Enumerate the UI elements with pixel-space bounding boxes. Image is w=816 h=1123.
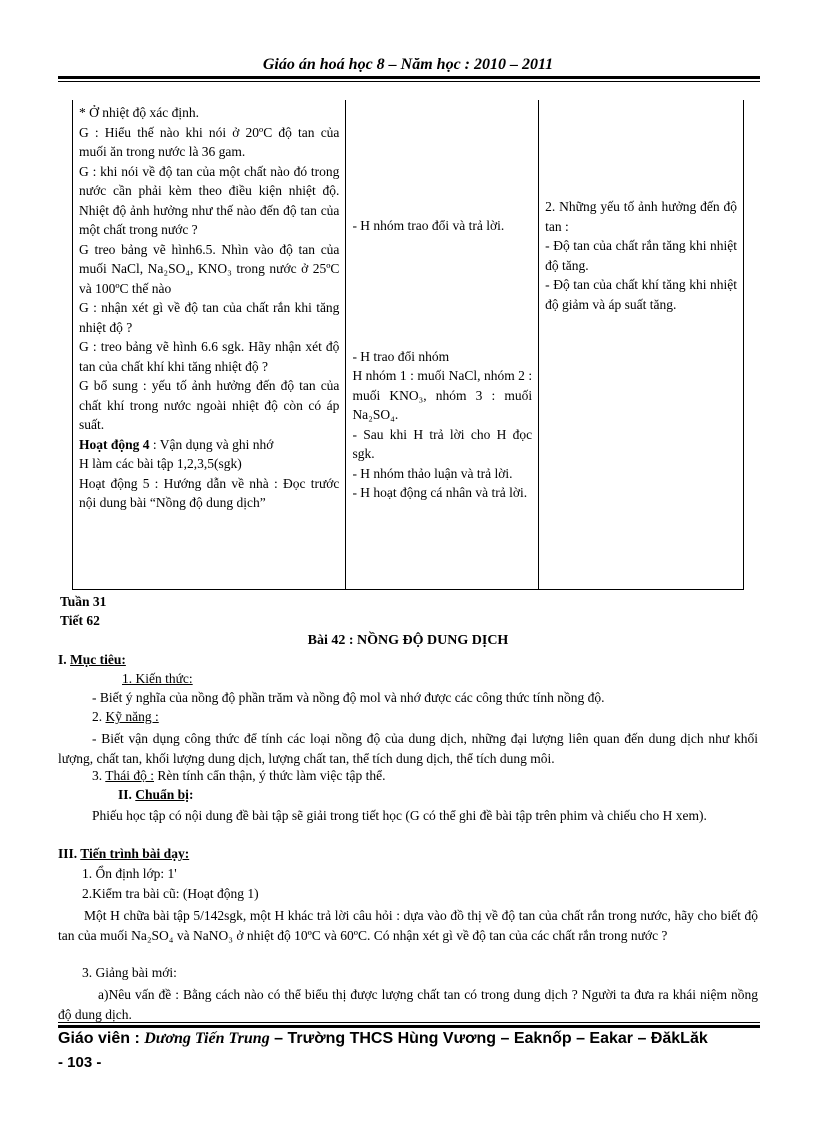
lesson-title: Bài 42 : NỒNG ĐỘ DUNG DỊCH <box>307 633 509 648</box>
section-label: Kỹ năng : <box>105 709 159 724</box>
table-text: G : treo bảng vẽ hình 6.6 sgk. Hãy nhận xét độ tan của chất khí khi tăng nhiệt độ ? <box>79 339 340 374</box>
teacher-name: Dương Tiến Trung <box>144 1030 270 1047</box>
student-activity-column <box>346 100 539 590</box>
section-label: Chuẩn bị <box>135 787 189 802</box>
section-label: Thái độ : <box>105 768 155 783</box>
page-footer <box>58 1030 708 1048</box>
week-label: Tuần 31 <box>60 594 107 609</box>
attitude-line <box>92 768 386 784</box>
table-text: - Sau khi H trả lời cho H đọc sgk. <box>352 426 533 461</box>
attitude-text: Rèn tính cẩn thận, ý thức làm việc tập thể. <box>154 768 386 783</box>
table-text: - Độ tan của chất rắn tăng khi nhiệt độ tăng. <box>545 238 737 273</box>
table-text: - Độ tan của chất khí tăng khi nhiệt độ giảm và áp suất tăng. <box>545 277 737 312</box>
skills-text: - Biết vận dụng công thức để tính các loại nồng độ của dung dịch, những đại lượng liên quan đến dung dịch như khối lượng, chất tan, khối lượng dung dịch, lượng chất tan, thể tích dung dịch, thể tích dung môi. <box>58 731 758 766</box>
table-text: - H trao đổi nhóm <box>352 348 450 364</box>
activity-4-label: Hoạt động 4 <box>79 436 150 452</box>
table-text: H làm các bài tập 1,2,3,5(sgk) <box>79 456 242 471</box>
table-text: H nhóm 1 : muối NaCl, nhóm 2 : muối KNO₃, nhóm 3 : muối Na₂SO₄. <box>352 368 533 422</box>
table-text: 2. Những yếu tố ảnh hưởng đến độ tan : <box>545 199 737 234</box>
table-text: - H hoạt động cá nhân và trả lời. <box>352 485 528 500</box>
header-rule-thick <box>58 76 760 79</box>
activity-4-heading <box>79 435 339 455</box>
spacer <box>545 103 737 197</box>
skills-heading <box>92 709 159 725</box>
page-header-title: Giáo án hoá học 8 – Năm học : 2010 – 2011 <box>262 56 554 73</box>
section-label: Tiến trình bài dạy: <box>80 846 190 861</box>
section-number: III. <box>58 846 81 861</box>
lesson-activity-table <box>72 100 744 590</box>
knowledge-text: - Biết ý nghĩa của nồng độ phần trăm và nồng độ mol và nhớ được các công thức tính nồng độ. <box>92 690 605 705</box>
step-2: 2.Kiểm tra bài cũ: (Hoạt động 1) <box>82 886 259 901</box>
table-text: - H nhóm thảo luận và trả lời. <box>352 465 513 481</box>
section-2-heading <box>118 787 193 803</box>
table-text: G : khi nói về độ tan của một chất nào đó trong nước cần phải kèm theo điều kiện nhiệt độ. Nhiệt độ ảnh hưởng như thế nào đến độ tan của một chất trong nước ? <box>79 163 340 237</box>
section-1-heading <box>58 652 126 668</box>
table-text: G : nhận xét gì về độ tan của chất rắn khi tăng nhiệt độ ? <box>79 300 340 335</box>
footer-rule-thick <box>58 1025 760 1028</box>
footer-school: – Trường THCS Hùng Vương – Eaknốp – Eakar – ĐăkLăk <box>269 1030 708 1047</box>
section-number: 2. <box>92 709 106 724</box>
step-1: 1. Ổn định lớp: 1' <box>82 866 177 881</box>
knowledge-label: 1. Kiến thức: <box>122 671 193 686</box>
table-text: G bổ sung : yếu tố ảnh hưởng đến độ tan của chất khí trong nước ngoài nhiệt độ còn có áp suất. <box>79 378 340 432</box>
preparation-text: Phiếu học tập có nội dung đề bài tập sẽ giải trong tiết học (G có thể ghi đề bài tập trên phim và chiếu cho H xem). <box>92 808 707 823</box>
table-text: * Ở nhiệt độ xác định. <box>79 105 199 120</box>
spacer <box>352 236 532 347</box>
table-text: - H nhóm trao đổi và trả lời. <box>352 218 505 233</box>
table-text: G treo bảng vẽ hình6.5. Nhìn vào độ tan của muối NaCl, Na₂SO₄, KNO₃ trong nước ở 25ºC và 100ºC thế nào <box>79 241 340 296</box>
activity-4-text: : Vận dụng và ghi nhớ <box>149 436 274 452</box>
content-column <box>539 100 744 590</box>
spacer <box>352 103 532 216</box>
section-number: 3. <box>92 768 106 783</box>
period-label: Tiết 62 <box>60 613 100 628</box>
teacher-activity-column <box>73 100 346 590</box>
page-number: - 103 - <box>58 1054 102 1071</box>
section-number: II. <box>118 787 136 802</box>
step-2-text: Một H chữa bài tập 5/142sgk, một H khác trả lời câu hỏi : dựa vào đồ thị về độ tan của chất rắn trong nước, hãy cho biết độ tan của muối Na₂SO₄ và NaNO₃ ở nhiệt độ 10ºC và 60ºC. Có nhận xét gì về độ tan của các chất rắn trong nước ? <box>58 908 758 943</box>
step-3: 3. Giảng bài mới: <box>82 965 177 980</box>
footer-prefix: Giáo viên : <box>58 1030 145 1047</box>
section-colon: : <box>188 787 194 802</box>
section-label: Mục tiêu: <box>70 652 126 667</box>
table-text: G : Hiểu thế nào khi nói ở 20ºC độ tan của muối ăn trong nước là 36 gam. <box>79 124 340 159</box>
activity-5-text: Hoạt động 5 : Hướng dẫn về nhà : Đọc trước nội dung bài “Nồng độ dung dịch” <box>79 475 340 510</box>
footer-rule-thin <box>58 1022 760 1023</box>
step-3-text: a)Nêu vấn đề : Bằng cách nào có thể biểu thị được lượng chất tan có trong dung dịch ? Người ta đưa ra khái niệm nồng độ dung dịch. <box>58 987 758 1022</box>
section-number: I. <box>58 652 71 667</box>
header-rule-thin <box>58 81 760 82</box>
section-3-heading <box>58 846 189 862</box>
